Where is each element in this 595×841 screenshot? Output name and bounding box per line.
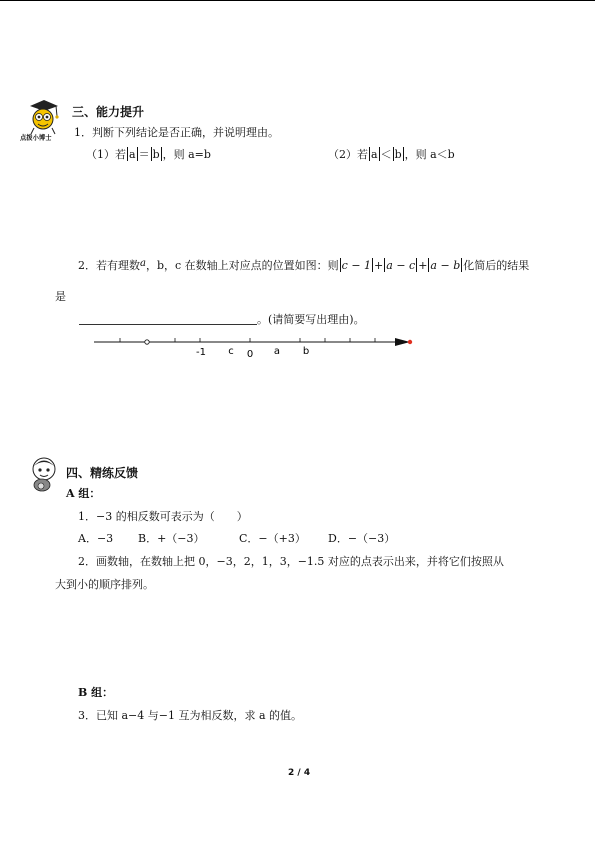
- q2-text-1: 2．若有理数: [78, 259, 140, 272]
- q2-text-2: ，b，c 在数轴上对应点的位置如图：则: [145, 259, 339, 272]
- q2-answer-note: 。(请简要写出理由)。: [257, 313, 365, 326]
- open-point-marker: [145, 340, 149, 344]
- option-d: D．−（−3）: [328, 532, 396, 545]
- q2-line2: 是: [55, 290, 66, 303]
- groupA-q1-stem: 1．−3 的相反数可表示为（ ）: [78, 510, 248, 523]
- mascot-caption: 点拨小博士: [20, 133, 52, 142]
- abs-bar: [372, 258, 373, 272]
- groupB-q3: 3．已知 a−4 与−1 互为相反数，求 a 的值。: [78, 709, 303, 722]
- q2-plus-2: +: [418, 259, 428, 272]
- page-top-rule: [0, 0, 595, 1]
- groupA-q2-line2: 大到小的顺序排列。: [55, 578, 154, 591]
- q1-stem: 1．判断下列结论是否正确，并说明理由。: [74, 126, 279, 139]
- label-a: a: [273, 346, 281, 357]
- abs-bar: [161, 147, 162, 161]
- q1-part1-b: b: [152, 148, 160, 161]
- abs-bar: [151, 147, 152, 161]
- q1-part2-b: b: [394, 148, 402, 161]
- q1-part2-relation: ＜: [380, 148, 392, 161]
- q1-part2-prefix: （2）若: [328, 148, 368, 161]
- arrow-tip-dot: [408, 340, 412, 344]
- q2-expr-3: a − b: [430, 259, 461, 272]
- abs-bar: [340, 258, 341, 272]
- label-b: b: [302, 346, 310, 357]
- groupA-q1-options: [78, 530, 395, 546]
- group-b-title: B 组：: [78, 686, 114, 699]
- q1-part1-a: a: [129, 148, 136, 161]
- abs-bar: [393, 147, 394, 161]
- number-line-arrow: [395, 338, 410, 346]
- answer-blank[interactable]: [79, 314, 257, 325]
- option-b: B．+（−3）: [138, 532, 205, 545]
- abs-bar: [379, 147, 380, 161]
- group-a-title: A 组：: [66, 487, 101, 500]
- option-c: C．−（+3）: [239, 532, 306, 545]
- abs-bar: [403, 147, 404, 161]
- q1-part2-a: a: [371, 148, 378, 161]
- abs-bar: [369, 147, 370, 161]
- page-number: 2 / 4: [288, 768, 311, 778]
- q1-part1-prefix: （1）若: [86, 148, 126, 161]
- q1-part2-suffix: ，则 a＜b: [404, 148, 455, 161]
- q2-expr-1: c − 1: [341, 259, 372, 272]
- q2-text-3: 化简后的结果: [463, 259, 530, 272]
- label-c: c: [228, 346, 234, 357]
- label-zero: 0: [246, 349, 254, 360]
- abs-bar: [137, 147, 138, 161]
- option-a: A．−3: [78, 532, 114, 545]
- q2-plus-1: +: [374, 259, 384, 272]
- groupA-q2-line1: 2．画数轴，在数轴上把 0，−3，2，1，3，−1.5 对应的点表示出来，并将它们按照从: [78, 555, 504, 568]
- q1-part1-suffix: ，则 a=b: [162, 148, 211, 161]
- q2-answer-line: [78, 311, 365, 327]
- section4-heading: 四、精练反馈: [66, 466, 139, 480]
- abs-bar: [127, 147, 128, 161]
- label-minus-one: -1: [196, 347, 206, 358]
- student-mascot-icon: [30, 456, 60, 492]
- number-line-figure: [90, 332, 420, 360]
- q1-part1: [86, 146, 211, 162]
- q2-var-a: a: [140, 258, 146, 269]
- doctor-mascot-icon: [22, 96, 62, 144]
- q2-expr-2: a − c: [386, 259, 416, 272]
- section3-heading: 三、能力提升: [72, 105, 145, 119]
- q1-part2: [328, 146, 455, 162]
- q2-line1: [78, 257, 529, 273]
- q1-part1-relation: ＝: [138, 148, 150, 161]
